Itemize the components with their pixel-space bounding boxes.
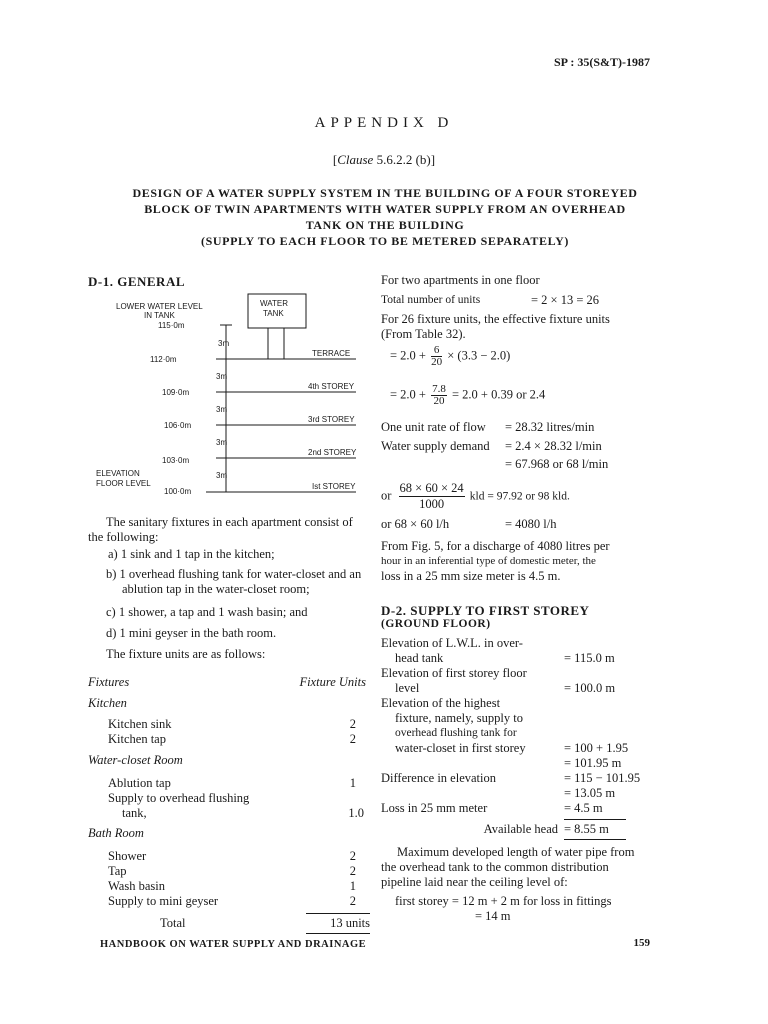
first-storey-value: = 14 m — [475, 909, 511, 923]
heading-line: DESIGN OF A WATER SUPPLY SYSTEM IN THE BUILDING OF A FOUR STOREYED — [132, 186, 638, 200]
pipe-length-text — [381, 845, 671, 924]
demand-row — [381, 439, 661, 454]
fixture-name: Kitchen sink — [108, 717, 172, 731]
heading-line: BLOCK OF TWIN APARTMENTS WITH WATER SUPPLY FROM AN OVERHEAD — [144, 202, 626, 216]
available-row — [381, 822, 671, 837]
fixture-name-cont: tank, — [122, 806, 147, 820]
fixture-value: 2 — [349, 849, 356, 863]
height-label: 3m — [216, 438, 228, 447]
available-value: = 8.55 m — [564, 822, 609, 836]
rate-label: One unit rate of flow — [381, 420, 486, 434]
table-row — [88, 849, 370, 864]
elevation-label: ELEVATION — [96, 469, 140, 478]
fixture-value-2: = 101.95 m — [564, 756, 622, 770]
table-row — [88, 864, 370, 879]
heading-line: (SUPPLY TO EACH FLOOR TO BE METERED SEPARATELY) — [201, 234, 569, 248]
tank-label-1: WATER — [260, 299, 288, 308]
clause-number: 5.6.2.2 (b) — [376, 152, 431, 167]
heading-line: TANK ON THE BUILDING — [305, 218, 465, 232]
list-item: a) 1 sink and 1 tap in the kitchen; — [108, 547, 275, 561]
floor-label: Ist STOREY — [312, 482, 356, 491]
in-tank-label: IN TANK — [144, 311, 175, 320]
units-intro: The fixture units are as follows: — [106, 647, 266, 661]
meter-line: hour in an inferential type of domestic meter, the — [381, 555, 596, 567]
meter-line: loss in a 25 mm size meter is 4.5 m. — [381, 569, 561, 583]
available-label: Available head — [483, 822, 558, 836]
group-wc: Water-closet Room — [88, 753, 183, 767]
total-units-value: = 2 × 13 = 26 — [531, 293, 600, 307]
loss-value: = 4.5 m — [564, 801, 603, 815]
lh-row — [381, 517, 661, 532]
fraction — [431, 345, 442, 368]
fixture-line: fixture, namely, supply to — [395, 711, 523, 725]
available-rule-top — [564, 819, 626, 820]
list-item: d) 1 mini geyser in the bath room. — [106, 626, 277, 640]
fixture-units-table — [88, 675, 370, 934]
lwl-label: head tank — [395, 651, 444, 665]
demand-value-2: = 67.968 or 68 l/min — [505, 457, 609, 471]
kld-prefix: or — [381, 488, 392, 503]
fixture-value: 1 — [349, 879, 356, 893]
flow-block — [381, 420, 661, 472]
calc-block — [381, 273, 651, 342]
fraction-numerator: 68 × 60 × 24 — [399, 481, 464, 495]
page-number: 159 — [633, 937, 650, 949]
tank-label-2: TANK — [263, 309, 284, 318]
floor-label: 3rd STOREY — [308, 415, 355, 424]
eq-suffix: = 2.0 + 0.39 or 2.4 — [451, 387, 546, 402]
level-label: 106·0m — [164, 421, 192, 430]
fixture-value: = 100 + 1.95 — [564, 741, 629, 755]
table-header — [88, 675, 370, 690]
height-label: 3m — [216, 372, 228, 381]
kld-suffix: kld = 97.92 or 98 kld. — [469, 490, 570, 503]
fixture-name: Kitchen tap — [108, 732, 166, 746]
elevation-calc — [381, 636, 671, 840]
intro-text: The sanitary fixtures in each apartment consist of the following: — [88, 515, 353, 544]
section-d1-heading: D-1. GENERAL — [88, 274, 186, 289]
section-d2-heading: D-2. SUPPLY TO FIRST STOREY — [381, 603, 590, 618]
clause-reference: [Clause 5.6.2.2 (b)] — [332, 152, 436, 167]
total-row — [88, 916, 370, 931]
lwl-value: = 115.0 m — [564, 651, 615, 665]
table-row — [88, 879, 370, 894]
floor-label: TERRACE — [312, 349, 351, 358]
fixture-label: water-closet in first storey — [395, 741, 526, 755]
effective-text-2: (From Table 32). — [381, 327, 466, 341]
effective-text-1: For 26 fixture units, the effective fixture units — [381, 312, 610, 326]
fixture-name: Wash basin — [108, 879, 165, 893]
table-row — [88, 791, 370, 821]
equation-1 — [390, 345, 660, 368]
document-code: SP : 35(S&T)-1987 — [554, 55, 650, 69]
demand-value: = 2.4 × 28.32 l/min — [505, 439, 602, 453]
diff-label: Difference in elevation — [381, 771, 496, 785]
section-d2-subheading: (GROUND FLOOR) — [381, 618, 491, 630]
appendix-title: APPENDIX D — [314, 115, 454, 131]
fraction-numerator: 6 — [431, 345, 442, 357]
lh-value: = 4080 l/h — [505, 517, 557, 531]
eq-prefix: = 2.0 + — [390, 387, 426, 402]
fixture-value: 2 — [349, 732, 356, 746]
fixture-name: Supply to mini geyser — [108, 894, 219, 908]
group-kitchen: Kitchen — [88, 696, 127, 710]
lwl-row — [381, 651, 671, 666]
meter-text — [381, 539, 661, 584]
total-units-row — [381, 293, 651, 308]
fixture-name: Tap — [108, 864, 127, 878]
rate-row — [381, 420, 661, 435]
list-item: b) 1 overhead flushing tank for water-closet and an ablution tap in the water-closet room; — [106, 567, 362, 596]
fixture-row — [381, 741, 671, 756]
height-label: 3m — [218, 339, 230, 348]
list-item: c) 1 shower, a tap and 1 wash basin; and — [106, 605, 308, 619]
eq-prefix: = 2.0 + — [390, 348, 426, 363]
meter-line: From Fig. 5, for a discharge of 4080 litres per — [381, 539, 610, 553]
clause-word: Clause — [337, 152, 374, 167]
eq-suffix: × (3.3 − 2.0) — [447, 348, 511, 363]
lower-water-level-label: LOWER WATER LEVEL — [116, 302, 203, 311]
footer-title: HANDBOOK ON WATER SUPPLY AND DRAINAGE — [100, 939, 367, 950]
loss-label: Loss in 25 mm meter — [381, 801, 488, 815]
floor-line: Elevation of first storey floor — [381, 666, 527, 680]
lh-label: or 68 × 60 l/h — [381, 517, 450, 531]
floor-row — [381, 681, 671, 696]
demand-label: Water supply demand — [381, 439, 490, 453]
fixture-value: 1 — [349, 776, 356, 790]
fixture-value: 2 — [349, 717, 356, 731]
height-label: 3m — [216, 405, 228, 414]
building-elevation-diagram — [96, 292, 376, 500]
rate-value: = 28.32 litres/min — [505, 420, 595, 434]
floor-label: level — [395, 681, 420, 695]
fraction-denominator: 20 — [433, 395, 445, 407]
kld-equation — [381, 481, 671, 512]
lwl-line: Elevation of L.W.L. in over- — [381, 636, 523, 650]
level-label: 103·0m — [162, 456, 190, 465]
level-label: 109·0m — [162, 388, 190, 397]
floor-label: 2nd STOREY — [308, 448, 357, 457]
fixtures-intro — [88, 515, 370, 545]
equation-2 — [390, 384, 660, 407]
level-label: 112·0m — [150, 355, 177, 364]
table-row — [88, 894, 370, 909]
column-units: Fixture Units — [299, 675, 366, 689]
total-label: Total — [160, 916, 186, 930]
table-row — [88, 717, 370, 732]
appendix-heading — [95, 185, 675, 249]
total-rule — [306, 913, 370, 914]
pipe-line: the overhead tank to the common distribution — [381, 860, 609, 874]
level-label: 100·0m — [164, 487, 192, 496]
fraction — [431, 384, 447, 407]
fixture-value: 2 — [349, 894, 356, 908]
floor-value: = 100.0 m — [564, 681, 616, 695]
two-apartments-text: For two apartments in one floor — [381, 273, 540, 287]
loss-row — [381, 801, 671, 816]
fixture-value: 1.0 — [348, 806, 364, 820]
total-value: 13 units — [330, 916, 370, 930]
height-label: 3m — [216, 471, 228, 480]
fixture-name: Ablution tap — [108, 776, 171, 790]
column-fixtures: Fixtures — [88, 675, 130, 689]
total-units-label: Total number of units — [381, 294, 481, 306]
fraction — [399, 481, 465, 512]
first-storey-line: first storey = 12 m + 2 m for loss in fittings — [395, 894, 612, 908]
floor-label: 4th STOREY — [308, 382, 355, 391]
fraction-denominator: 1000 — [419, 497, 445, 511]
floor-level-label: FLOOR LEVEL — [96, 479, 151, 488]
diff-value-2: = 13.05 m — [564, 786, 616, 800]
table-row — [88, 776, 370, 791]
fraction-numerator: 7.8 — [432, 383, 446, 395]
fixture-line: Elevation of the highest — [381, 696, 501, 710]
pipe-line: pipeline laid near the ceiling level of: — [381, 875, 568, 889]
fraction-denominator: 20 — [431, 356, 443, 368]
fixture-line: overhead flushing tank for — [395, 727, 517, 739]
diff-value: = 115 − 101.95 — [564, 771, 641, 785]
table-row — [88, 732, 370, 747]
total-rule-bottom — [306, 933, 370, 934]
level-label: 115·0m — [158, 321, 185, 330]
fixtures-list — [106, 547, 370, 662]
diff-row — [381, 771, 671, 786]
fixture-name: Shower — [108, 849, 147, 863]
available-rule-bottom — [564, 839, 626, 840]
pipe-line: Maximum developed length of water pipe from — [397, 845, 635, 859]
fixture-name: Supply to overhead flushing — [108, 791, 250, 805]
group-bath: Bath Room — [88, 826, 144, 840]
fixture-value: 2 — [349, 864, 356, 878]
